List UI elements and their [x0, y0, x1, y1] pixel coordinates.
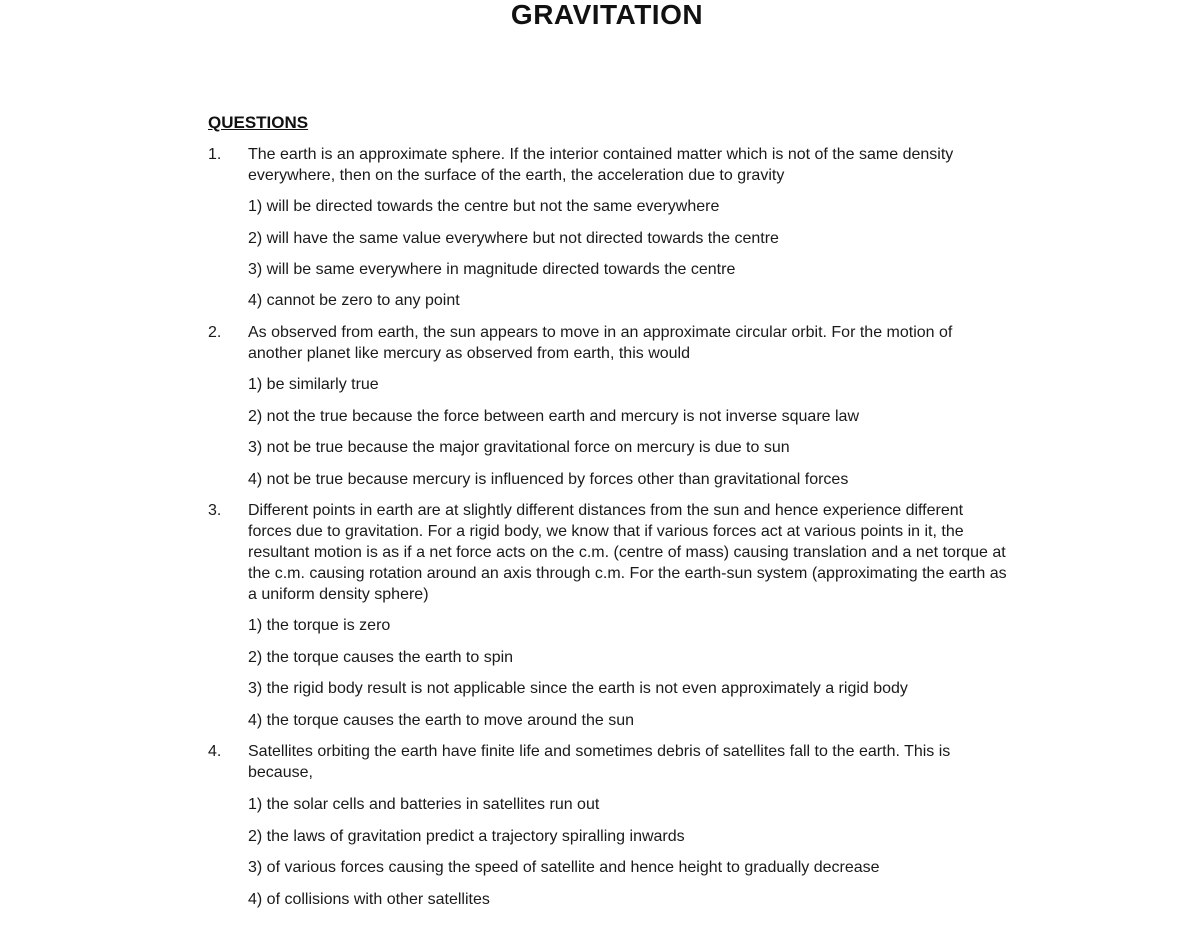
page-title: GRAVITATION	[510, 0, 704, 30]
question-text: As observed from earth, the sun appears to move in an approximate circular orbit. For the motion of another planet like mercury as observed from earth, this would	[248, 324, 953, 362]
option-3: 3) not be true because the major gravitational force on mercury is due to sun	[248, 439, 790, 456]
option-4: 4) of collisions with other satellites	[248, 891, 490, 908]
question-text: Satellites orbiting the earth have finite life and sometimes debris of satellites fall to the earth. This is because,	[248, 743, 951, 781]
section-heading: QUESTIONS	[208, 113, 309, 132]
option-1: 1) be similarly true	[248, 376, 379, 393]
question-text: The earth is an approximate sphere. If the interior contained matter which is not of the same density everywhere, then on the surface of the earth, the acceleration due to gravity	[248, 146, 954, 184]
option-2: 2) the torque causes the earth to spin	[248, 649, 514, 666]
option-2: 2) not the true because the force between earth and mercury is not inverse square law	[248, 408, 860, 425]
option-3: 3) the rigid body result is not applicable since the earth is not even approximately a rigid body	[248, 680, 908, 697]
option-4: 4) cannot be zero to any point	[248, 292, 460, 309]
option-3: 3) of various forces causing the speed of satellite and hence height to gradually decrease	[248, 859, 880, 876]
option-1: 1) the torque is zero	[248, 617, 391, 634]
option-1: 1) the solar cells and batteries in satellites run out	[248, 796, 600, 813]
question-number: 3.	[208, 502, 222, 519]
option-4: 4) the torque causes the earth to move around the sun	[248, 712, 635, 729]
option-1: 1) will be directed towards the centre but not the same everywhere	[248, 198, 720, 215]
question-number: 1.	[208, 146, 222, 163]
question-number: 2.	[208, 324, 222, 341]
option-4: 4) not be true because mercury is influenced by forces other than gravitational forces	[248, 471, 849, 488]
option-2: 2) the laws of gravitation predict a trajectory spiralling inwards	[248, 828, 685, 845]
option-2: 2) will have the same value everywhere but not directed towards the centre	[248, 230, 779, 247]
question-text: Different points in earth are at slightly different distances from the sun and hence experience different forces due to gravitation. For a rigid body, we know that if various forces act at various points in it, the resultant motion is as if a net force acts on the c.m. (centre of mass) causing translation and a net torque at the c.m. causing rotation around an axis through c.m. For the earth-sun system (approximating the earth as a uniform density sphere)	[248, 502, 1007, 603]
question-number: 4.	[208, 743, 222, 760]
option-3: 3) will be same everywhere in magnitude directed towards the centre	[248, 261, 736, 278]
